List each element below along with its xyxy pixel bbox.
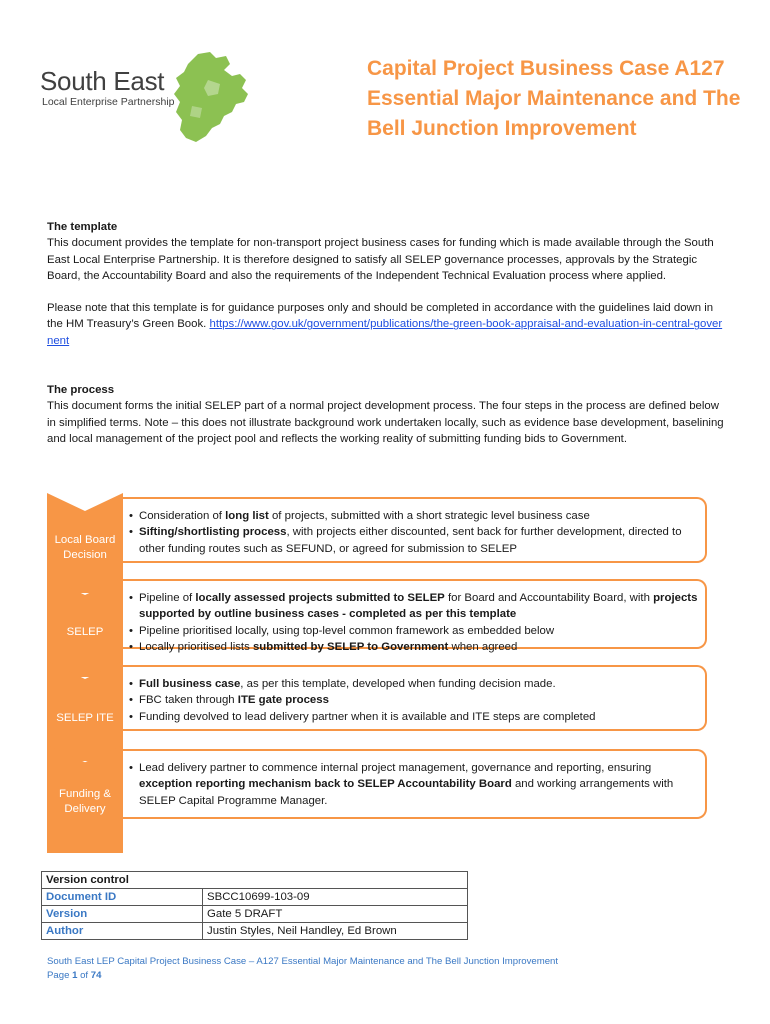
process-flow-diagram: [47, 493, 717, 853]
version-control-table: [41, 871, 468, 940]
flow-step-3-bullets: [129, 676, 699, 725]
bullet-text: when agreed: [448, 640, 518, 653]
template-section: [47, 219, 727, 349]
author-value: Justin Styles, Neil Handley, Ed Brown: [203, 923, 468, 940]
flow-bullet-item: [129, 692, 699, 708]
bullet-emphasis: long list: [225, 510, 269, 522]
bullet-emphasis: submitted by SELEP to Government: [252, 640, 449, 653]
flow-step-2-box: [123, 579, 707, 653]
page-current: 1: [72, 970, 78, 981]
table-row: [42, 889, 468, 906]
template-paragraph-1: This document provides the template for non-transport project business cases for funding which is made available through the South East Local Enterprise Partnership. It is therefore designed to satisfy all SELEP governance processes, approvals by the Strategic Board, the Accountability Board and also the requirements of the Independent Technical Evaluation process where applied.: [47, 237, 714, 282]
flow-step-1-box: [123, 497, 707, 563]
bullet-text: of projects, submitted with a short strategic level business case: [268, 510, 590, 522]
bullet-text: , as per this template, developed when funding decision made.: [240, 678, 556, 690]
process-heading: The process: [47, 384, 115, 396]
version-control-heading: Version control: [42, 872, 468, 889]
flow-step-1-name: Local Board Decision: [54, 534, 116, 561]
author-label: Author: [42, 923, 203, 940]
footer-text: South East LEP Capital Project Business Case – A127 Essential Major Maintenance and The Bell Junction Improvement: [47, 956, 559, 967]
flow-step-2-name: SELEP: [66, 626, 104, 638]
process-paragraph: This document forms the initial SELEP part of a normal project development process. The four steps in the process are defined below in simplified terms. Note – this does not illustrate background work undertaken locally, such as evidence base development, baselining and local management of the project pool and reflects the working reality of submitting funding bids to Government.: [47, 400, 724, 445]
bullet-text: Consideration of: [139, 510, 226, 522]
bullet-text: for Board and Accountability Board, with: [444, 592, 654, 604]
version-label: Version: [42, 906, 203, 923]
flow-step-4-label: [47, 745, 123, 853]
template-heading: The template: [47, 221, 118, 233]
version-value: Gate 5 DRAFT: [203, 906, 468, 923]
page-footer: [47, 955, 558, 983]
flow-step-1-bullets: [129, 508, 699, 557]
page-total: 74: [90, 970, 102, 981]
bullet-text: Locally prioritised lists: [139, 640, 253, 653]
flow-bullet-item: [129, 676, 699, 692]
flow-bullet-item: [129, 508, 699, 524]
selep-logo: [40, 50, 250, 150]
page-prefix: Page: [47, 970, 70, 981]
south-east-map-icon: [168, 50, 250, 146]
flow-step-4-bullets: [129, 760, 699, 809]
bullet-text: and working arrangements with SELEP Capital Programme Manager.: [139, 778, 674, 807]
process-section: [47, 382, 727, 447]
bullet-emphasis: Sifting/shortlisting process: [139, 526, 287, 539]
bullet-emphasis: ITE gate process: [237, 694, 329, 707]
table-row: [42, 923, 468, 940]
document-title: Capital Project Business Case A127 Essential Major Maintenance and The Bell Junction Improvement: [367, 57, 741, 140]
bullet-emphasis: projects supported by outline business cases - completed as per this template: [139, 592, 698, 621]
flow-step-3-box: [123, 665, 707, 731]
green-book-link[interactable]: https://www.gov.uk/government/publications/the-green-book-appraisal-and-evaluation-in-central-governent: [47, 318, 723, 347]
version-control-header-row: [42, 872, 468, 889]
table-row: [42, 906, 468, 923]
bullet-text: , with projects either discounted, sent back for further development, directed to other funding routes such as SEFUND, or agreed for submission to SELEP: [139, 526, 682, 555]
flow-step-2-bullets: [129, 590, 699, 655]
flow-bullet-item: [129, 639, 699, 655]
bullet-text: Pipeline prioritised locally, using top-level common framework as embedded below: [139, 624, 555, 637]
flow-step-3-name: SELEP ITE: [56, 712, 114, 724]
document-id-value: SBCC10699-103-09: [203, 889, 468, 906]
flow-bullet-item: [129, 709, 699, 725]
flow-bullet-item: [129, 590, 699, 623]
flow-step-4-box: [123, 749, 707, 819]
logo-title: South East: [40, 66, 165, 96]
flow-bullet-item: [129, 524, 699, 557]
template-paragraph-2-text: Please note that this template is for guidance purposes only and should be completed in accordance with the guidelines laid down in the HM Treasury’s Green Book.: [47, 302, 714, 331]
template-paragraph-2: [47, 300, 727, 349]
bullet-emphasis: Full business case: [139, 678, 241, 690]
page-number: [47, 969, 558, 983]
bullet-emphasis: exception reporting mechanism back to SELEP Accountability Board: [139, 778, 512, 791]
flow-bullet-item: [129, 623, 699, 639]
flow-bullet-item: [129, 760, 699, 809]
flow-step-4-name: Funding & Delivery: [59, 788, 111, 815]
logo-subtitle: Local Enterprise Partnership: [42, 96, 175, 108]
bullet-text: Lead delivery partner to commence internal project management, governance and reporting, ensuring: [139, 762, 652, 774]
bullet-emphasis: locally assessed projects submitted to SELEP: [195, 592, 445, 604]
bullet-text: Funding devolved to lead delivery partner when it is available and ITE steps are completed: [139, 710, 596, 723]
page-of: of: [80, 970, 89, 981]
document-id-label: Document ID: [42, 889, 203, 906]
bullet-text: Pipeline of: [139, 592, 196, 604]
bullet-text: FBC taken through: [139, 694, 238, 707]
